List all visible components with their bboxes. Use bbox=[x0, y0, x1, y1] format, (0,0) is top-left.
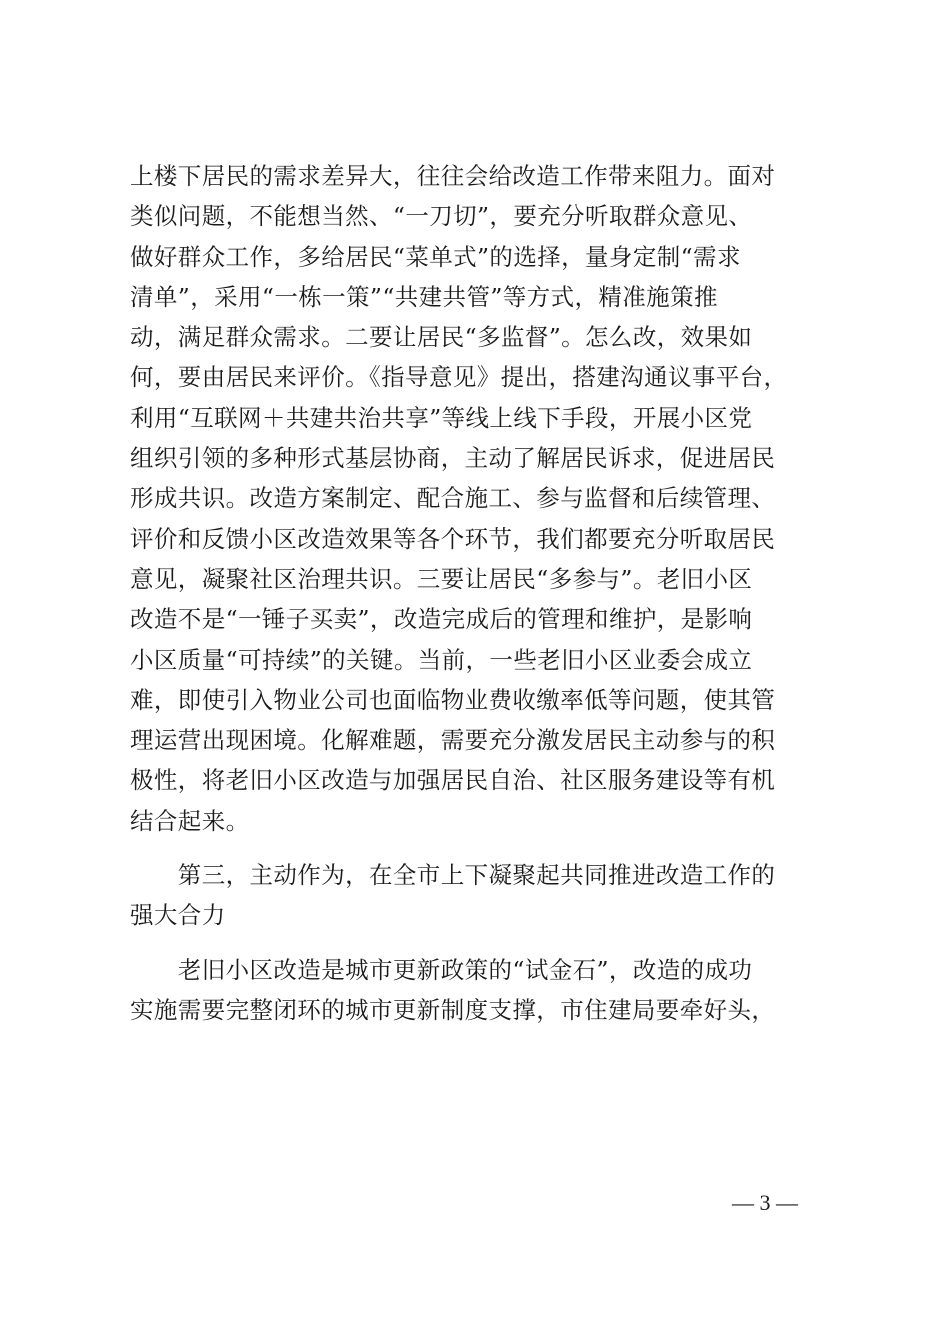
text-line: 上楼下居民的需求差异大，往往会给改造工作带来阻力。面对 bbox=[130, 162, 776, 190]
paragraph-gap bbox=[130, 841, 820, 855]
text-line: 做好群众工作，多给居民“菜单式”的选择，量身定制“需求 bbox=[130, 242, 741, 271]
body-text bbox=[130, 156, 820, 1030]
text-line: 极性，将老旧小区改造与加强居民自治、社区服务建设等有机 bbox=[130, 766, 776, 795]
page-number: — 3 — bbox=[732, 1190, 798, 1215]
text-line: 形成共识。改造方案制定、配合施工、参与监督和后续管理、 bbox=[130, 484, 776, 513]
text-line: 意见，凝聚社区治理共识。三要让居民“多参与”。老旧小区 bbox=[130, 564, 753, 593]
text-line: 动，满足群众需求。二要让居民“多监督”。怎么改，效果如 bbox=[130, 323, 753, 352]
text-line: 利用“互联网＋共建共治共享”等线上线下手段，开展小区党 bbox=[130, 403, 753, 432]
text-line: 清单”，采用“一栋一策”“共建共管”等方式，精准施策推 bbox=[130, 282, 718, 311]
text-line: 老旧小区改造是城市更新政策的“试金石”，改造的成功 bbox=[130, 955, 753, 984]
text-line: 理运营出现困境。化解难题，需要充分激发居民主动参与的积 bbox=[130, 726, 776, 755]
heading-line: 第三，主动作为，在全市上下凝聚起共同推进改造工作的 bbox=[130, 861, 776, 890]
paragraph-1 bbox=[130, 156, 820, 841]
section-heading bbox=[130, 855, 820, 936]
text-line: 结合起来。 bbox=[130, 806, 250, 835]
paragraph-2 bbox=[130, 950, 820, 1031]
text-line: 类似问题，不能想当然、“一刀切”，要充分听取群众意见、 bbox=[130, 202, 753, 231]
heading-line: 强大合力 bbox=[130, 901, 226, 930]
paragraph-gap bbox=[130, 936, 820, 950]
text-line: 改造不是“一锤子买卖”，改造完成后的管理和维护，是影响 bbox=[130, 605, 753, 634]
text-line: 小区质量“可持续”的关键。当前，一些老旧小区业委会成立 bbox=[130, 645, 753, 674]
text-line: 实施需要完整闭环的城市更新制度支撑，市住建局要牵好头， bbox=[130, 995, 776, 1024]
text-line: 何，要由居民来评价。《指导意见》提出，搭建沟通议事平台， bbox=[130, 363, 788, 392]
text-line: 评价和反馈小区改造效果等各个环节，我们都要充分听取居民 bbox=[130, 524, 776, 553]
text-line: 难，即使引入物业公司也面临物业费收缴率低等问题，使其管 bbox=[130, 685, 776, 714]
text-line: 组织引领的多种形式基层协商，主动了解居民诉求，促进居民 bbox=[130, 444, 776, 473]
